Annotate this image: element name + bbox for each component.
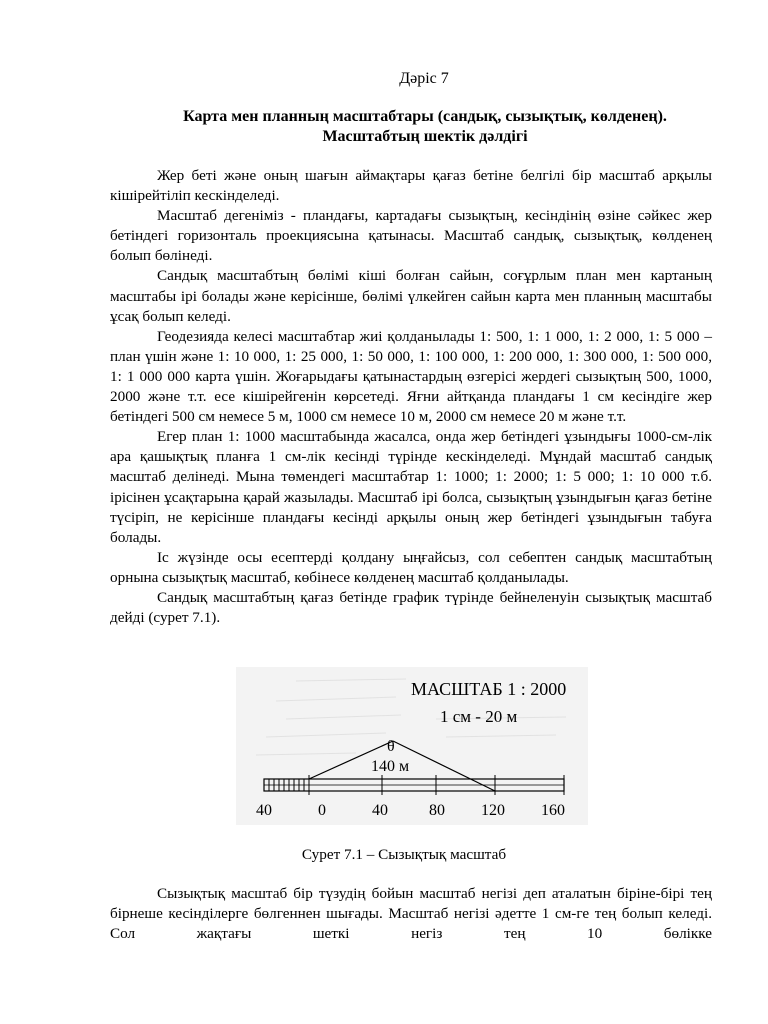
- title-line-2: Масштабтың шектік дәлдігі: [322, 128, 528, 145]
- paragraph: Сызықтық масштаб бір түзудің бойын масштаб негізі деп аталатын біріне-бірі тең бірнеше кесінділерге бөлгеннен шығады. Масштаб негізі әдетте 1 см-ге тең болып келеді. Сол жақтағы шеткі негіз тең 10 бөлікке: [110, 885, 712, 943]
- lecture-label: Дәріс 7: [399, 70, 449, 87]
- scale-title: МАСШТАБ 1 : 2000: [411, 679, 567, 699]
- paragraph: Іс жүзінде осы есептерді қолдану ыңғайсыз, сол себептен сандық масштабтың орнына сызықтық масштаб, көбінесе көлденең масштаб қолданылады.: [110, 548, 712, 586]
- distance-label: 140 м: [371, 758, 410, 775]
- tick-label: 160: [541, 802, 565, 819]
- paragraph: Масштаб дегеніміз - пландағы, картадағы сызықтың, кесіндінің өзіне сәйкес жер бетіндегі горизонталь проекциясына қатынасы. Масштаб сандық, сызықтық, көлденең болып бөлінеді.: [110, 207, 712, 265]
- title-line-1: Карта мен планның масштабтары (сандық, сызықтық, көлденең).: [183, 108, 667, 125]
- paragraph: Жер беті және оның шағын аймақтары қағаз бетіне белгілі бір масштаб арқылы кішірейтіліп кескінделеді.: [110, 167, 712, 205]
- tick-label: 0: [318, 802, 326, 819]
- paragraph: Сандық масштабтың қағаз бетінде график түрінде бейнеленуін сызықтық масштаб дейді (сурет 7.1).: [110, 588, 712, 627]
- page-title: [120, 107, 730, 147]
- tick-label: 40: [256, 802, 272, 819]
- paragraph: Сандық масштабтың бөлімі кіші болған сайын, соғұрлым план мен картаның масштабы ірі болады және керісінше, бөлімі үлкейген сайын карта мен планның масштабы ұсақ болып келеді.: [110, 267, 712, 325]
- linear-scale-figure: [236, 667, 588, 825]
- paragraph: Егер план 1: 1000 масштабында жасалса, онда жер бетіндегі ұзындығы 1000-см-лік ара қашықтық планға 1 см-лік кесінді түрінде кескінделеді. Мұндай масштаб сандық масштаб делінеді. Мына төмендегі масштабтар 1: 1000; 1: 2000; 1: 5 000; 1: 10 000 т.б. ірісінен ұсақтарына қарай жазылады. Масштаб ірі болса, сызықтың ұзындығын қағаз бетіне түсіріп, не керісінше пландағы кесінді арқылы оның жер бетіндегі ұзындығын табуға болады.: [110, 428, 712, 546]
- paragraph: Геодезияда келесі масштабтар жиі қолданылады 1: 500, 1: 1 000, 1: 2 000, 1: 5 000 – план үшін және 1: 10 000, 1: 25 000, 1: 50 000, 1: 100 000, 1: 200 000, 1: 300 000, 1: 500 000, 1: 1 000 000 карта үшін. Жоғарыдағы қатынастардың өзгерісі жердегі сызықтың 500, 1000, 2000 және т.т. есе кішірейгенін көрсетеді. Яғни айтқанда пландағы 1 см кесіндіге жер бетіндегі 500 см немесе 5 м, 1000 см немесе 10 м, 2000 см немесе 20 м және т.т.: [110, 327, 712, 426]
- tick-label: 120: [481, 802, 505, 819]
- linear-scale-diagram: [236, 667, 588, 825]
- scale-ratio: 1 см - 20 м: [440, 707, 518, 726]
- tick-label: 40: [372, 802, 388, 819]
- theta-symbol: θ: [387, 738, 395, 755]
- figure-caption: Сурет 7.1 – Сызықтық масштаб: [301, 846, 507, 863]
- tick-label: 80: [429, 802, 445, 819]
- body-text-continued: [110, 884, 712, 944]
- body-text: [110, 166, 712, 628]
